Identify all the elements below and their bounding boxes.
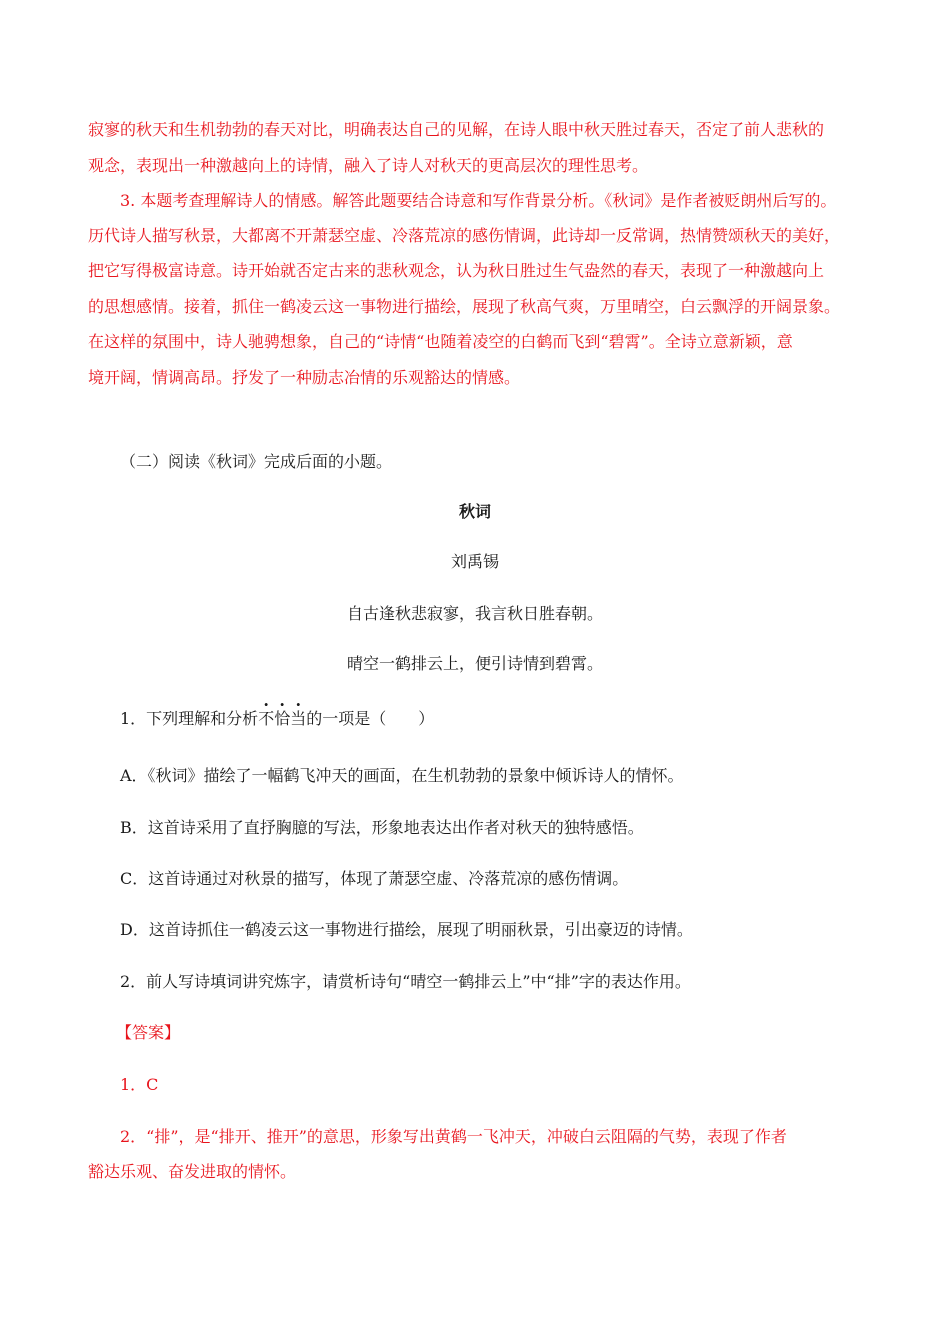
poem-author: 刘禹锡 xyxy=(450,552,499,571)
prev-answer-item3-line: 把它写得极富诗意。诗开始就否定古来的悲秋观念，认为秋日胜过生气盎然的春天，表现了一种激越向上 xyxy=(88,261,825,280)
section-heading: （二）阅读《秋词》完成后面的小题。 xyxy=(120,452,393,471)
question-2: 2．前人写诗填词讲究炼字，请赏析诗句“晴空一鹤排云上”中“排”字的表达作用。 xyxy=(120,972,691,991)
prev-answer-item3-line: 3. 本题考查理解诗人的情感。解答此题要结合诗意和写作背景分析。《秋词》是作者被贬朗州后写的。 xyxy=(120,191,837,210)
prev-answer-item3-line: 境开阔，情调高昂。抒发了一种励志冶情的乐观豁达的情感。 xyxy=(88,368,521,387)
question-1-suffix: 的一项是（ ） xyxy=(306,709,435,728)
option-b: B．这首诗采用了直抒胸臆的写法，形象地表达出作者对秋天的独特感悟。 xyxy=(120,818,644,837)
poem-line: 自古逢秋悲寂寥，我言秋日胜春朝。 xyxy=(346,604,603,623)
prev-answer-line: 观念，表现出一种激越向上的诗情，融入了诗人对秋天的更高层次的理性思考。 xyxy=(88,156,649,175)
prev-answer-item3-line: 在这样的氛围中，诗人驰骋想象，自己的“诗情“也随着凌空的白鹤而飞到“碧霄”。全诗立意新颖，意 xyxy=(88,332,793,351)
poem-line: 晴空一鹤排云上，便引诗情到碧霄。 xyxy=(346,654,603,673)
emphasis-char: 不 xyxy=(258,709,275,728)
option-d: D．这首诗抓住一鹤凌云这一事物进行描绘，展现了明丽秋景，引出豪迈的诗情。 xyxy=(120,920,693,939)
prev-answer-item3-line: 历代诗人描写秋景，大都离不开萧瑟空虚、冷落荒凉的感伤情调，此诗却一反常调，热情赞颂秋天的美好， xyxy=(88,226,841,245)
answer-2-line: 豁达乐观、奋发进取的情怀。 xyxy=(88,1162,297,1181)
question-1-prefix: 1．下列理解和分析 xyxy=(120,709,259,728)
emphasis-char: 恰 xyxy=(274,709,291,728)
answer-2-line: 2．“排”，是“排开、推开”的意思，形象写出黄鹤一飞冲天，冲破白云阻隔的气势，表现了作者 xyxy=(120,1127,787,1146)
poem-title: 秋词 xyxy=(458,502,491,521)
option-a: A．《秋词》描绘了一幅鹤飞冲天的画面，在生机勃勃的景象中倾诉诗人的情怀。 xyxy=(120,766,684,785)
emphasis-char: 当 xyxy=(290,709,307,728)
prev-answer-line: 寂寥的秋天和生机勃勃的春天对比，明确表达自己的见解，在诗人眼中秋天胜过春天，否定了前人悲秋的 xyxy=(88,120,825,139)
answer-1: 1．C xyxy=(120,1075,159,1094)
answer-label: 【答案】 xyxy=(116,1023,181,1042)
option-c: C．这首诗通过对秋景的描写，体现了萧瑟空虚、冷落荒凉的感伤情调。 xyxy=(120,869,629,888)
question-1 xyxy=(120,708,434,730)
prev-answer-item3-line: 的思想感情。接着，抓住一鹤凌云这一事物进行描绘，展现了秋高气爽，万里晴空，白云飘浮的开阔景象。 xyxy=(88,297,841,316)
